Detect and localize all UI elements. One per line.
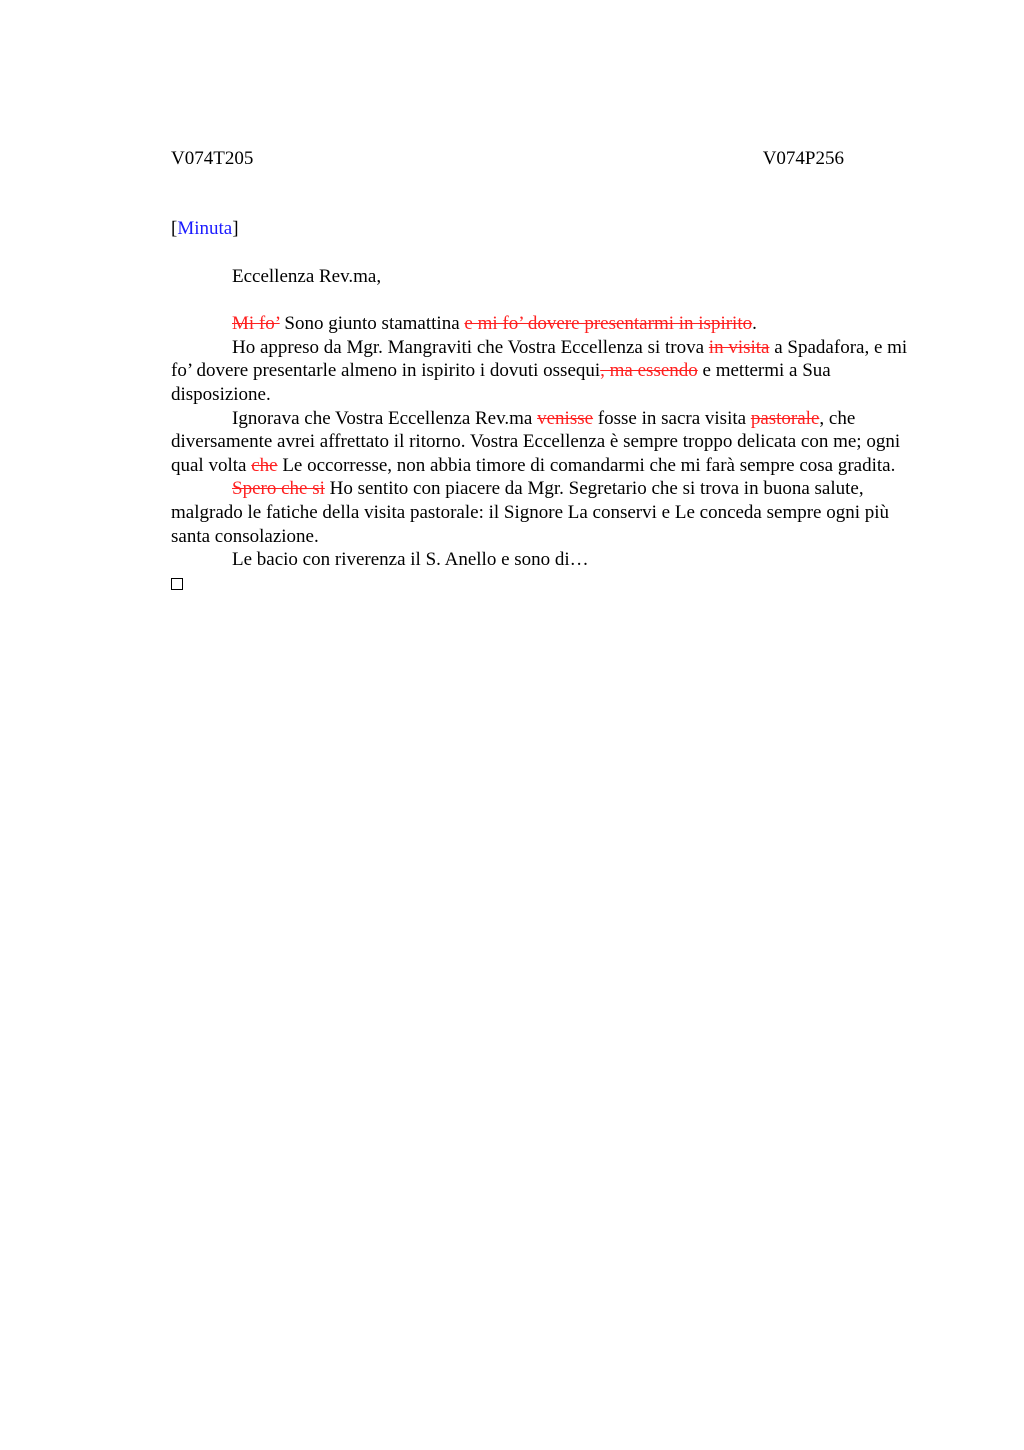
- deleted-text: , ma essendo: [600, 360, 698, 382]
- minuta-link[interactable]: Minuta: [177, 218, 233, 239]
- document-code: V074T205: [171, 148, 254, 169]
- deleted-text: che: [251, 454, 278, 476]
- paragraph-2: Ho appreso da Mgr. Mangraviti che Vostra Eccellenza si trova in visita a Spadafora, e mi fo’ dovere presentarle almeno in ispirito i dovuti ossequi, ma essendo e mettermi a Sua disposizione.: [171, 336, 908, 405]
- square-outline-icon: [171, 578, 183, 590]
- deleted-text: in visita: [708, 336, 770, 358]
- page-header: [171, 147, 844, 171]
- paragraph-4: Spero che si Ho sentito con piacere da Mgr. Segretario che si trova in buona salute, malgrado le fatiche della visita pastorale: il Signore La conservi e Le conceda sempre ogni più santa consolazione.: [171, 478, 890, 547]
- deleted-text: Spero che si: [232, 478, 325, 500]
- salutation: Eccellenza Rev.ma,: [232, 265, 382, 287]
- paragraph-3: Ignorava che Vostra Eccellenza Rev.ma venisse fosse in sacra visita pastorale, che diversamente avrei affrettato il ritorno. Vostra Eccellenza è sempre troppo delicata con me; ogni qual volta che Le occorresse, non abbia timore di comandarmi che mi farà sempre cosa gradita.: [171, 407, 901, 476]
- deleted-text: Mi fo’: [232, 313, 280, 335]
- letter-body: [171, 217, 931, 596]
- deleted-text: pastorale: [750, 407, 820, 429]
- minuta-label: [Minuta]: [171, 218, 239, 239]
- deleted-text: venisse: [537, 407, 594, 429]
- closing-line: Le bacio con riverenza il S. Anello e sono di…: [232, 549, 589, 571]
- end-marker: [171, 572, 931, 597]
- page-code: V074P256: [762, 148, 844, 169]
- deleted-text: e mi fo’ dovere presentarmi in ispirito: [464, 313, 753, 335]
- paragraph-1: Mi fo’ Sono giunto stamattina e mi fo’ dovere presentarmi in ispirito.: [232, 313, 757, 335]
